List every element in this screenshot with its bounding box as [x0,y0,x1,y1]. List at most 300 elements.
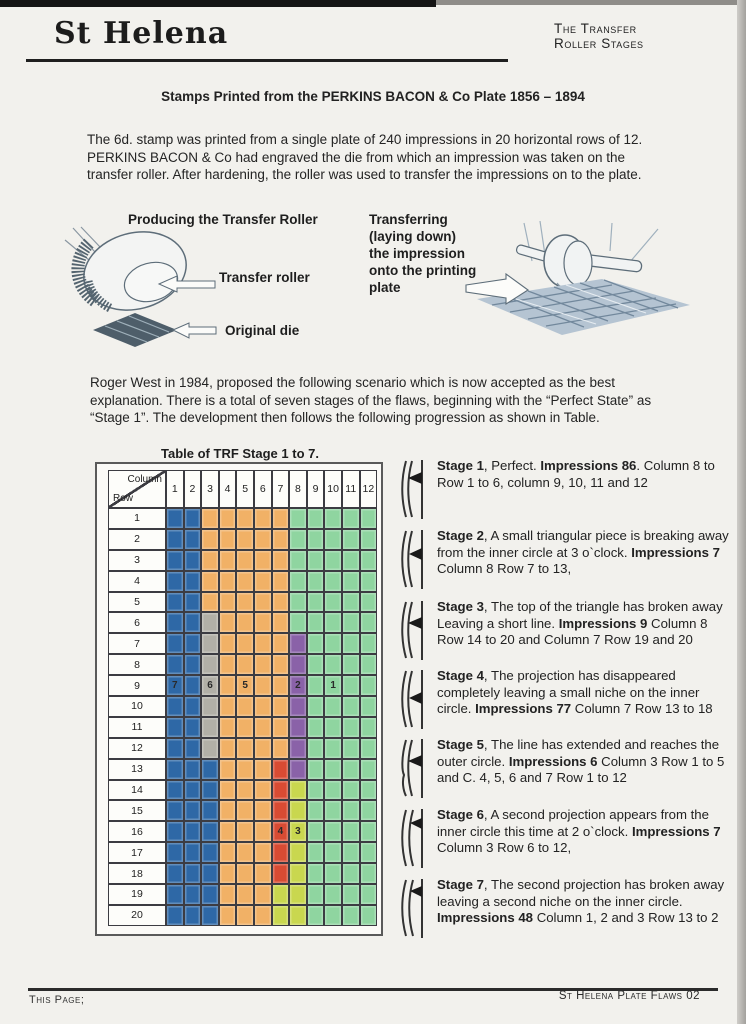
table-cell-stage1 [324,550,342,571]
row-label: 8 [108,654,166,675]
table-cell-stage7 [201,780,219,801]
table-cell-stage1 [360,863,378,884]
table-cell-stage1 [342,905,360,926]
table-cell-stage1 [360,675,378,696]
table-cell-stage1 [342,612,360,633]
header-title-line2: Roller Stages [554,36,644,51]
table-cell-stage5 [272,738,290,759]
table-cell-stage5 [219,842,237,863]
table-cell-stage4 [272,842,290,863]
scan-artifact-top-right [436,0,746,5]
table-cell-stage1 [307,571,325,592]
table-cell-stage1 [360,571,378,592]
table-cell-stage5 [236,863,254,884]
stage1-flaw-icon [398,458,428,520]
table-cell-stage7 [184,905,202,926]
table-cell-stage7 [166,696,184,717]
table-cell-stage1 [360,800,378,821]
table-cell-stage7 [184,842,202,863]
table-cell-stage7 [166,550,184,571]
column-header: 4 [219,470,237,508]
table-cell-stage7 [184,654,202,675]
table-cell-stage7 [166,780,184,801]
table-cell-stage5 [272,633,290,654]
table-cell-stage5 [254,759,272,780]
table-cell-stage1 [307,675,325,696]
table-cell-stage1 [342,633,360,654]
table-cell-stage7 [184,863,202,884]
table-cell-stage4 [272,863,290,884]
table-cell-stage5 [236,780,254,801]
table-cell-stage1 [360,821,378,842]
table-cell-stage5 [272,592,290,613]
table-cell-stage3 [289,863,307,884]
stage-block-7 [398,877,732,939]
table-cell-stage7 [184,759,202,780]
table-cell-stage5 [219,592,237,613]
table-cell-stage7 [184,592,202,613]
table-cell-stage4 [272,780,290,801]
table-cell-stage1 [360,654,378,675]
table-cell-stage1 [307,863,325,884]
table-cell-stage1 [289,571,307,592]
stage-block-1 [398,458,732,520]
document-title: Stamps Printed from the PERKINS BACON & Co Plate 1856 – 1894 [161,89,585,104]
table-cell-stage1 [324,592,342,613]
table-cell-stage1 [307,696,325,717]
stage6-flaw-icon [398,807,428,869]
column-header: 12 [360,470,378,508]
stage-text: Stage 6, A second projection appears from the inner circle this time at 2 o`clock. Impressions 7 Column 3 Row 6 to 12, [437,807,721,855]
table-cell-stage7 [201,800,219,821]
table-cell-stage1 [360,612,378,633]
column-header: 6 [254,470,272,508]
table-cell-stage7 [201,821,219,842]
table-cell-stage5 [219,612,237,633]
table-cell-stage5 [219,780,237,801]
page-brand-st-helena: St Helena [54,16,229,51]
table-cell-stage5 [272,529,290,550]
row-label: 17 [108,842,166,863]
table-cell-stage1 [324,696,342,717]
table-cell-stage5 [219,905,237,926]
stage-text: Stage 2, A small triangular piece is breaking away from the inner circle at 3 o`clock. Impressions 7 Column 8 Row 7 to 13, [437,528,729,576]
row-label: 9 [108,675,166,696]
stage-text: Stage 7, The second projection has broken away leaving a second niche on the inner circle. Impressions 48 Column 1, 2 and 3 Row 13 to 2 [437,877,725,925]
table-cell-stage1 [324,863,342,884]
table-cell-stage1 [360,508,378,529]
row-label: 1 [108,508,166,529]
table-cell-stage6 [201,612,219,633]
table-cell-stage1 [307,738,325,759]
table-cell-stage5 [236,884,254,905]
row-label: 11 [108,717,166,738]
table-cell-stage1 [342,884,360,905]
table-cell-stage4 [272,800,290,821]
table-cell-stage7 [184,675,202,696]
trf-table-box [95,462,383,936]
table-cell-stage1 [360,717,378,738]
table-cell-stage5 [219,654,237,675]
table-cell-stage1 [360,529,378,550]
table-cell-stage1 [307,550,325,571]
table-cell-stage1 [342,759,360,780]
table-cell-stage1 [324,508,342,529]
row-label: 6 [108,612,166,633]
table-cell-stage7 [184,821,202,842]
table-cell-stage2 [289,717,307,738]
table-cell-stage1 [360,696,378,717]
row-label: 10 [108,696,166,717]
figure-left-title: Producing the Transfer Roller [128,212,318,227]
column-header: 3 [201,470,219,508]
column-header: 7 [272,470,290,508]
table-cell-stage7 [184,529,202,550]
table-cell-stage5 [254,696,272,717]
table-cell-stage3 [289,905,307,926]
table-cell-stage1 [289,612,307,633]
stage2-flaw-icon [398,528,428,590]
table-cell-stage6 [201,654,219,675]
row-label: 14 [108,780,166,801]
table-cell-stage1 [342,717,360,738]
corner-cell: Column Row [108,470,166,508]
table-cell-stage3 [289,780,307,801]
row-label: 2 [108,529,166,550]
table-cell-stage2 [289,759,307,780]
column-header: 8 [289,470,307,508]
row-label: 12 [108,738,166,759]
table-cell-stage7 [166,821,184,842]
table-cell-stage1 [307,592,325,613]
table-cell-stage1 [342,550,360,571]
scan-artifact-top [0,0,436,7]
table-cell-stage5 [236,550,254,571]
table-cell-stage5 [272,675,290,696]
table-cell-stage5 [254,654,272,675]
table-cell-stage5 [254,821,272,842]
table-cell-stage5 [272,717,290,738]
table-cell-stage7 [166,508,184,529]
table-cell-stage5 [254,550,272,571]
table-cell-stage5 [219,821,237,842]
table-cell-stage5 [272,696,290,717]
table-cell-stage1 [342,780,360,801]
table-cell-stage1 [360,759,378,780]
table-cell-stage5 [219,550,237,571]
table-cell-stage6 [201,738,219,759]
row-label: 16 [108,821,166,842]
table-cell-stage5 [219,738,237,759]
table-cell-stage5 [254,571,272,592]
table-cell-stage1 [289,592,307,613]
table-cell-stage1 [307,800,325,821]
table-cell-stage2 [289,654,307,675]
table-cell-stage5 [236,612,254,633]
table-cell-stage2 [289,738,307,759]
table-cell-stage7 [166,842,184,863]
table-cell-stage1 [342,696,360,717]
table-cell-stage1 [307,821,325,842]
table-cell-stage7 [184,508,202,529]
table-cell-stage5 [219,633,237,654]
row-label: 7 [108,633,166,654]
table-cell-stage7 [166,592,184,613]
table-cell-stage1 [360,633,378,654]
table-cell-stage1 [360,738,378,759]
table-cell-stage5 [236,800,254,821]
stage7-flaw-icon [398,877,428,939]
table-cell-stage5 [201,592,219,613]
table-cell-stage7 [166,529,184,550]
table-cell-stage1 [307,717,325,738]
stage-text: Stage 1, Perfect. Impressions 86. Column 8 to Row 1 to 6, column 9, 10, 11 and 12 [437,458,715,490]
table-cell-stage3 [272,884,290,905]
table-cell-stage5 [272,654,290,675]
table-cell-stage5 [201,529,219,550]
table-cell-stage1 [342,863,360,884]
table-cell-stage5 [236,571,254,592]
table-cell-stage1 [360,905,378,926]
table-cell-stage1 [342,738,360,759]
table-cell-stage1 [307,633,325,654]
table-cell-stage1 [342,571,360,592]
table-cell-stage7 [166,717,184,738]
footer-page-note: This Page; [29,994,85,1006]
row-label: 20 [108,905,166,926]
table-cell-stage7 [184,738,202,759]
table-cell-stage6: 6 [201,675,219,696]
table-cell-stage7 [166,905,184,926]
table-cell-stage5 [254,863,272,884]
table-cell-stage4 [272,759,290,780]
table-cell-stage5 [219,696,237,717]
table-cell-stage7 [184,696,202,717]
table-cell-stage1 [324,717,342,738]
table-cell-stage7 [201,884,219,905]
table-cell-stage5 [201,508,219,529]
column-header: 1 [166,470,184,508]
table-cell-stage5 [236,759,254,780]
table-cell-stage7 [166,800,184,821]
table-cell-stage1 [307,508,325,529]
table-cell-stage1 [342,842,360,863]
column-header: 5 [236,470,254,508]
table-cell-stage5: 5 [236,675,254,696]
table-caption: Table of TRF Stage 1 to 7. [161,446,319,461]
table-cell-stage7 [166,759,184,780]
label-original-die: Original die [225,323,300,338]
table-cell-stage1 [324,738,342,759]
table-cell-stage7 [166,633,184,654]
scenario-paragraph: Roger West in 1984, proposed the following scenario which is now accepted as the best explanation. There is a total of seven stages of the flaws, beginning with the “Perfect State” as “Stage 1”. The development then follows the following progression as shown in Table. [90,375,652,425]
table-cell-stage5 [236,508,254,529]
table-cell-stage7: 7 [166,675,184,696]
table-cell-stage3 [272,905,290,926]
table-cell-stage1 [324,842,342,863]
table-cell-stage5 [219,759,237,780]
table-cell-stage5 [219,571,237,592]
table-cell-stage2: 2 [289,675,307,696]
table-cell-stage5 [219,800,237,821]
table-cell-stage5 [236,633,254,654]
table-cell-stage5 [254,800,272,821]
table-cell-stage1 [324,800,342,821]
table-cell-stage1 [360,884,378,905]
table-cell-stage7 [201,842,219,863]
table-cell-stage5 [236,821,254,842]
row-label: 15 [108,800,166,821]
figure-right-caption: Transferring (laying down) the impression onto the printing plate [369,212,477,295]
table-cell-stage7 [166,738,184,759]
table-cell-stage7 [184,717,202,738]
page-header-title [554,21,644,51]
table-cell-stage4: 4 [272,821,290,842]
table-cell-stage5 [254,905,272,926]
table-cell-stage1 [307,884,325,905]
table-cell-stage1 [360,592,378,613]
table-cell-stage2 [289,696,307,717]
table-cell-stage1 [307,612,325,633]
table-cell-stage1 [307,780,325,801]
trf-grid [108,470,378,926]
table-cell-stage1 [324,633,342,654]
table-cell-stage1 [324,654,342,675]
table-cell-stage7 [201,863,219,884]
stage5-flaw-icon [398,737,428,799]
table-cell-stage1 [307,759,325,780]
table-cell-stage7 [184,550,202,571]
table-cell-stage3: 3 [289,821,307,842]
row-label: 5 [108,592,166,613]
table-cell-stage5 [254,508,272,529]
table-cell-stage5 [236,654,254,675]
table-cell-stage5 [254,633,272,654]
table-cell-stage7 [166,654,184,675]
table-cell-stage5 [254,780,272,801]
table-cell-stage5 [236,738,254,759]
table-cell-stage5 [254,612,272,633]
header-rule [26,59,508,62]
table-cell-stage1 [342,821,360,842]
table-cell-stage5 [272,571,290,592]
original-die-arrow [173,323,216,338]
table-cell-stage7 [184,633,202,654]
stage3-flaw-icon [398,599,428,661]
table-cell-stage5 [272,550,290,571]
column-header: 11 [342,470,360,508]
column-header: 9 [307,470,325,508]
row-label: 3 [108,550,166,571]
stage-block-3 [398,599,732,661]
table-cell-stage6 [201,696,219,717]
table-cell-stage1 [342,675,360,696]
stage4-flaw-icon [398,668,428,730]
column-header: 2 [184,470,202,508]
table-cell-stage5 [236,529,254,550]
table-cell-stage1 [324,571,342,592]
table-cell-stage1 [342,592,360,613]
table-cell-stage7 [166,612,184,633]
table-cell-stage1 [307,529,325,550]
table-cell-stage6 [201,633,219,654]
table-cell-stage3 [289,884,307,905]
table-cell-stage5 [219,863,237,884]
table-cell-stage1 [324,529,342,550]
stage-block-6 [398,807,732,869]
table-cell-stage1 [307,842,325,863]
table-cell-stage1 [342,508,360,529]
table-cell-stage5 [272,612,290,633]
table-cell-stage7 [166,571,184,592]
table-cell-stage1 [360,780,378,801]
stage-block-4 [398,668,732,730]
table-cell-stage5 [254,738,272,759]
label-transfer-roller: Transfer roller [219,270,310,285]
table-cell-stage7 [201,759,219,780]
table-cell-stage7 [166,884,184,905]
table-cell-stage1 [324,905,342,926]
table-cell-stage5 [254,717,272,738]
table-cell-stage5 [254,884,272,905]
table-cell-stage1 [324,780,342,801]
table-cell-stage1 [342,529,360,550]
intro-paragraph: The 6d. stamp was printed from a single plate of 240 impressions in 20 horizontal rows of 12. PERKINS BACON & Co had engraved the die from which an impression was taken on the transfer roller. After hardening, the roller was used to transfer the impressions on to the plate. [87,132,643,182]
table-cell-stage7 [184,571,202,592]
table-cell-stage1 [324,612,342,633]
table-cell-stage5 [236,842,254,863]
scan-artifact-right-edge [737,0,746,1024]
table-cell-stage3 [289,800,307,821]
row-label: 19 [108,884,166,905]
table-cell-stage5 [254,592,272,613]
table-cell-stage1: 1 [324,675,342,696]
transfer-roller-illustration [55,226,220,352]
laying-down-illustration [462,221,697,341]
header-title-line1: The Transfer [554,21,637,36]
table-cell-stage5 [201,550,219,571]
table-cell-stage7 [184,800,202,821]
table-cell-stage5 [254,675,272,696]
stage-text: Stage 3, The top of the triangle has broken away Leaving a short line. Impressions 9 Column 8 Row 14 to 20 and Column 7 Row 19 and 20 [437,599,723,647]
footer-document-title: St Helena Plate Flaws 02 [558,990,700,1002]
table-cell-stage5 [219,508,237,529]
table-cell-stage1 [289,550,307,571]
column-header: 10 [324,470,342,508]
table-cell-stage1 [324,759,342,780]
table-cell-stage1 [289,508,307,529]
table-cell-stage7 [184,780,202,801]
table-cell-stage1 [289,529,307,550]
table-cell-stage7 [201,905,219,926]
table-cell-stage1 [324,884,342,905]
table-cell-stage5 [219,717,237,738]
table-cell-stage5 [219,529,237,550]
table-cell-stage5 [236,717,254,738]
stage-text: Stage 4, The projection has disappeared completely leaving a small niche on the inner circle. Impressions 77 Column 7 Row 13 to 18 [437,668,713,716]
table-cell-stage5 [236,696,254,717]
table-cell-stage1 [360,550,378,571]
stage-text: Stage 5, The line has extended and reaches the outer circle. Impressions 6 Column 3 Row 1 to 5 and C. 4, 5, 6 and 7 Row 1 to 12 [437,737,725,785]
row-label: 18 [108,863,166,884]
table-cell-stage1 [307,654,325,675]
row-label: 4 [108,571,166,592]
table-cell-stage5 [219,675,237,696]
table-cell-stage2 [289,633,307,654]
table-cell-stage7 [184,612,202,633]
table-cell-stage1 [324,821,342,842]
table-cell-stage3 [289,842,307,863]
